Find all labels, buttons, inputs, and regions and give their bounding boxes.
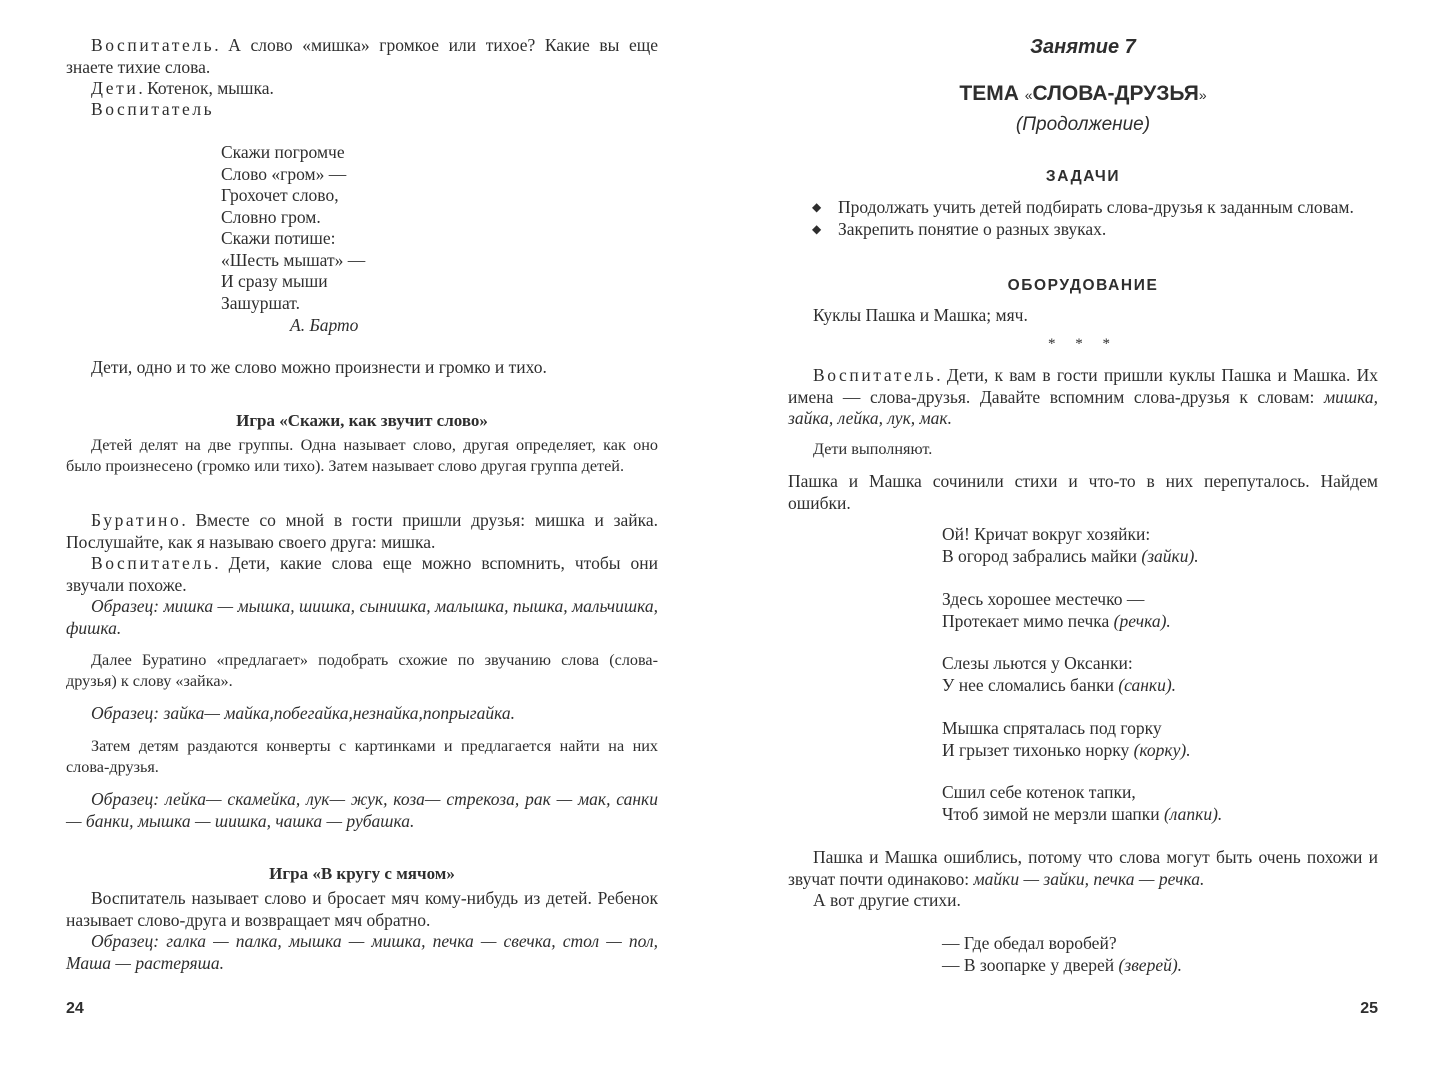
poem-hint: (зайки).: [1141, 545, 1199, 566]
equipment-heading: ОБОРУДОВАНИЕ: [1007, 277, 1159, 294]
example: Образец: мишка — мышка, шишка, сынишка, малышка, пышка, мальчишка, фишка.: [66, 596, 658, 638]
subtitle: (Продолжение): [1015, 114, 1151, 135]
task-text: Продолжать учить детей подбирать слова-друзья к заданным словам.: [838, 197, 1354, 217]
game-title: Игра «Скажи, как звучит слово»: [236, 411, 488, 430]
left-page: [66, 0, 658, 1080]
poem-line-text: Чтоб зимой не мерзли шапки: [942, 803, 1164, 824]
paragraph: [66, 553, 658, 596]
example-pairs: майки — зайки, печка — речка.: [973, 868, 1205, 889]
poem-stanza: [942, 782, 1222, 825]
poem-line: [942, 675, 1176, 697]
example: Образец: галка — палка, мышка — мишка, печка — свечка, стол — пол, Маша — растеряша.: [66, 931, 658, 973]
speaker: Воспитатель: [813, 365, 937, 385]
poem-line: Грохочет слово,: [221, 185, 339, 205]
poem-author: А. Барто: [290, 315, 359, 335]
task-item: [812, 219, 1378, 241]
speaker: Буратино: [91, 510, 182, 530]
topic-prefix: ТЕМА: [959, 82, 1019, 105]
topic-heading: ТЕМА «СЛОВА-ДРУЗЬЯ»: [959, 82, 1207, 105]
poem-hint: (лапки).: [1163, 803, 1223, 824]
poem-line: Слезы льются у Оксанки:: [942, 653, 1133, 673]
paragraph: Дети выполняют.: [813, 440, 933, 458]
paragraph-text: . Вместе со мной в гости пришли друзья: мишка и зайка. Послушайте, как я называю своего друга: мишка.: [66, 510, 658, 552]
example: Образец: лейка— скамейка, лук— жук, коза— стрекоза, рак — мак, санки — банки, мышка — шишка, чашка — рубашка.: [66, 789, 658, 831]
poem-line: [942, 804, 1222, 826]
paragraph-text: . Дети, какие слова еще можно вспомнить, чтобы они звучали похоже.: [66, 553, 658, 595]
separator: * * *: [1048, 336, 1118, 352]
speaker: Воспитатель: [91, 553, 215, 573]
task-text: Закрепить понятие о разных звуках.: [838, 218, 1107, 239]
equipment-text: Куклы Пашка и Машка; мяч.: [813, 305, 1028, 325]
speaker: Воспитатель: [91, 35, 215, 55]
poem-line: Мышка спряталась под горку: [942, 718, 1162, 738]
poem-line: [942, 740, 1191, 762]
bullet-diamond-icon: ◆: [812, 221, 822, 236]
poem-line-text: Протекает мимо печка: [942, 610, 1114, 631]
poem-stanza: [942, 653, 1176, 696]
poem-hint: (корку).: [1133, 739, 1191, 760]
paragraph-text: Пашка и Машка ошиблись, потому что слова могут быть очень похожи и звучат почти одинаково:: [788, 847, 1378, 889]
poem: [221, 142, 365, 314]
paragraph: [66, 510, 658, 553]
game-title: Игра «В кругу с мячом»: [269, 864, 455, 883]
poem-stanza: [942, 718, 1191, 761]
poem-line-text: И грызет тихонько норку: [942, 739, 1134, 760]
tasks-heading: ЗАДАЧИ: [1045, 168, 1121, 185]
word-list: мишка, зайка, лейка, лук, мак.: [788, 386, 1378, 428]
paragraph: А вот другие стихи.: [813, 890, 961, 910]
right-page: [788, 0, 1378, 1080]
paragraph: [66, 78, 658, 100]
poem-line-text: У нее сломались банки: [942, 674, 1119, 695]
lesson-title: Занятие 7: [1030, 36, 1136, 58]
poem-line-text: — В зоопарке у дверей: [942, 954, 1119, 975]
paragraph: Воспитатель называет слово и бросает мяч кому-нибудь из детей. Ребенок называет слово-друга и возвращает мяч обратно.: [66, 888, 658, 930]
bullet-diamond-icon: ◆: [812, 200, 822, 214]
topic-name: СЛОВА-ДРУЗЬЯ: [1032, 82, 1199, 105]
poem-line: Здесь хорошее местечко —: [942, 589, 1145, 609]
poem-line: Словно гром.: [221, 206, 321, 227]
poem-line: [942, 955, 1182, 977]
poem-stanza: [942, 589, 1171, 632]
poem-line: Зашуршат.: [221, 292, 301, 313]
poem-line: Ой! Кричат вокруг хозяйки:: [942, 524, 1151, 544]
poem-line: Слово «гром» —: [221, 163, 347, 184]
speaker: Дети: [91, 78, 139, 98]
paragraph: Затем детям раздаются конверты с картинками и предлагается найти на них слова-друзья.: [66, 737, 658, 776]
page-number: 24: [66, 1000, 84, 1017]
poem-line: Скажи погромче: [221, 142, 345, 162]
poem-line: [942, 546, 1199, 568]
tasks-list: [812, 197, 1378, 240]
poem-line: Скажи потише:: [221, 228, 336, 248]
paragraph: Далее Буратино «предлагает» подобрать схожие по звучанию слова (слова-друзья) к слову «зайка».: [66, 651, 658, 690]
poem-hint: (речка).: [1113, 610, 1171, 631]
dialog-poem: [942, 933, 1182, 976]
paragraph: [788, 365, 1378, 430]
paragraph: [66, 99, 658, 121]
example: Образец: зайка— майка,побегайка,незнайка,попрыгайка.: [91, 703, 515, 723]
paragraph-text: . Дети, к вам в гости пришли куклы Пашка и Машка. Их имена — слова-друзья. Давайте вспомним слова-друзья к словам:: [788, 365, 1378, 407]
paragraph: Пашка и Машка сочинили стихи и что-то в них перепуталось. Найдем ошибки.: [788, 471, 1378, 513]
poem-hint: (санки).: [1118, 674, 1177, 695]
page-number: 25: [1360, 1000, 1378, 1017]
paragraph: [788, 847, 1378, 890]
poem-hint: (зверей).: [1118, 954, 1183, 975]
poem-line: И сразу мыши: [221, 271, 328, 291]
poem-line: «Шесть мышат» —: [221, 249, 366, 270]
poem-line: — Где обедал воробей?: [942, 933, 1117, 953]
speaker: Воспитатель: [91, 99, 215, 119]
paragraph-text: . Котенок, мышка.: [138, 78, 274, 98]
paragraph-text: . А слово «мишка» громкое или тихое? Какие вы еще знаете тихие слова.: [66, 35, 658, 77]
task-item: [812, 197, 1378, 219]
poem-line-text: В огород забрались майки: [942, 545, 1142, 566]
paragraph: Дети, одно и то же слово можно произнести и громко и тихо.: [91, 357, 547, 377]
poem-stanza: [942, 524, 1199, 567]
poem-line: [942, 611, 1171, 633]
paragraph: [66, 35, 658, 78]
paragraph: Детей делят на две группы. Одна называет слово, другая определяет, как оно было произнесено (громко или тихо). Затем называет слово другая группа детей.: [66, 436, 658, 475]
poem-line: Сшил себе котенок тапки,: [942, 782, 1136, 802]
